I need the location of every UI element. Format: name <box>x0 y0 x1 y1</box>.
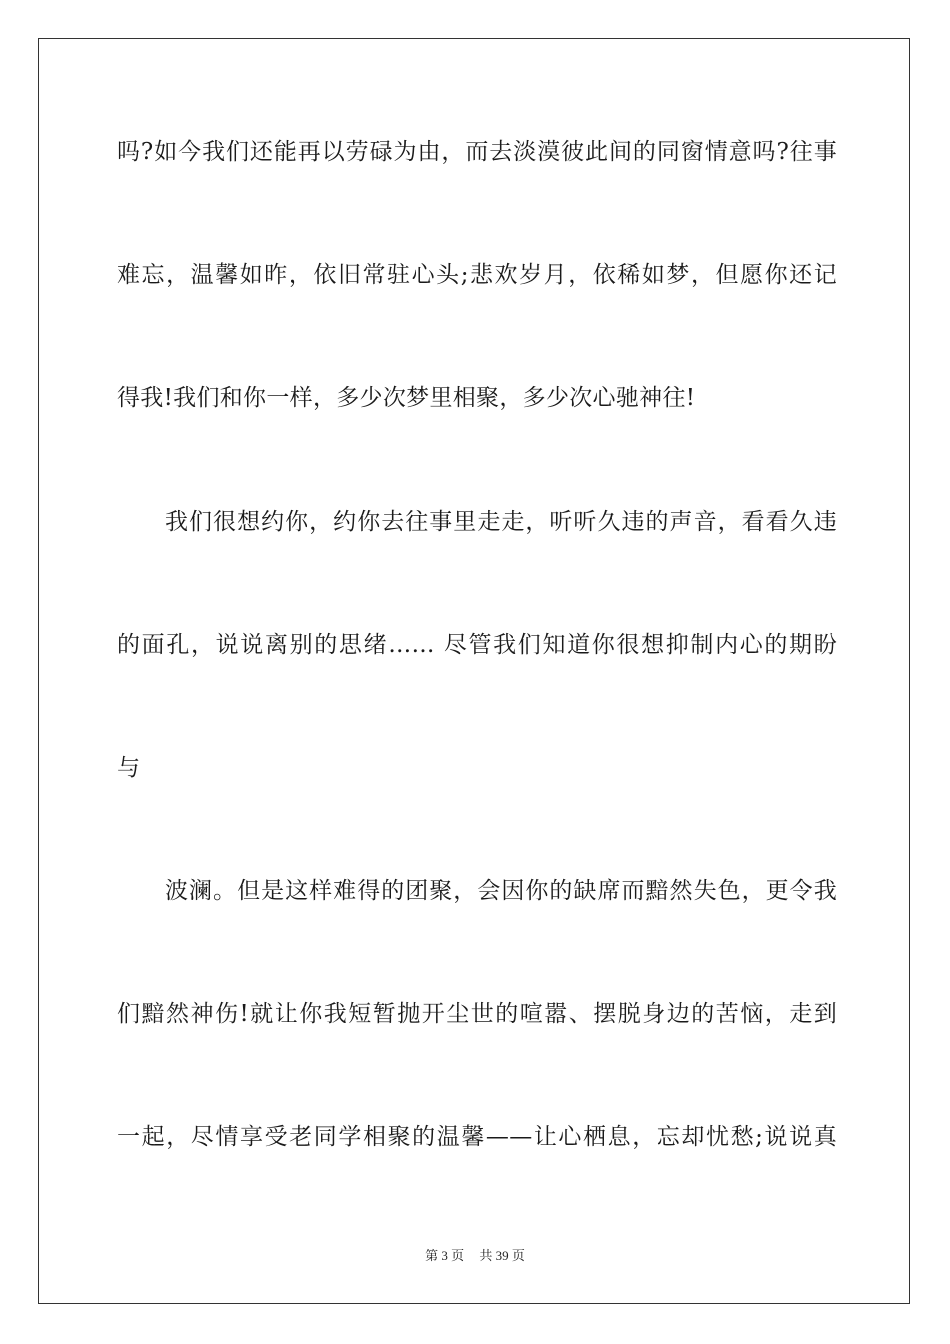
text-line-5: 的面孔，说说离别的思绪…… 尽管我们知道你很想抑制内心的期盼 <box>117 632 837 658</box>
text-line-8: 们黯然神伤!就让你我短暂抛开尘世的喧嚣、摆脱身边的苦恼，走到 <box>117 1001 837 1027</box>
text-line-9: 一起，尽情享受老同学相聚的温馨——让心栖息，忘却忧愁;说说真 <box>117 1124 837 1150</box>
text-line-7: 波澜。但是这样难得的团聚，会因你的缺席而黯然失色，更令我 <box>165 878 837 904</box>
page-footer <box>0 1245 950 1264</box>
text-line-6: 与 <box>117 755 141 781</box>
page-number: 第 3 页 <box>425 1248 465 1263</box>
page-border <box>38 38 910 1304</box>
text-line-4: 我们很想约你，约你去往事里走走，听听久违的声音，看看久违 <box>165 509 837 535</box>
text-line-2: 难忘，温馨如昨，依旧常驻心头;悲欢岁月，依稀如梦，但愿你还记 <box>117 262 837 288</box>
text-line-3: 得我!我们和你一样，多少次梦里相聚，多少次心驰神往! <box>117 385 696 411</box>
page-total: 共 39 页 <box>479 1248 525 1263</box>
text-line-1: 吗?如今我们还能再以劳碌为由，而去淡漠彼此间的同窗情意吗?往事 <box>117 139 837 165</box>
